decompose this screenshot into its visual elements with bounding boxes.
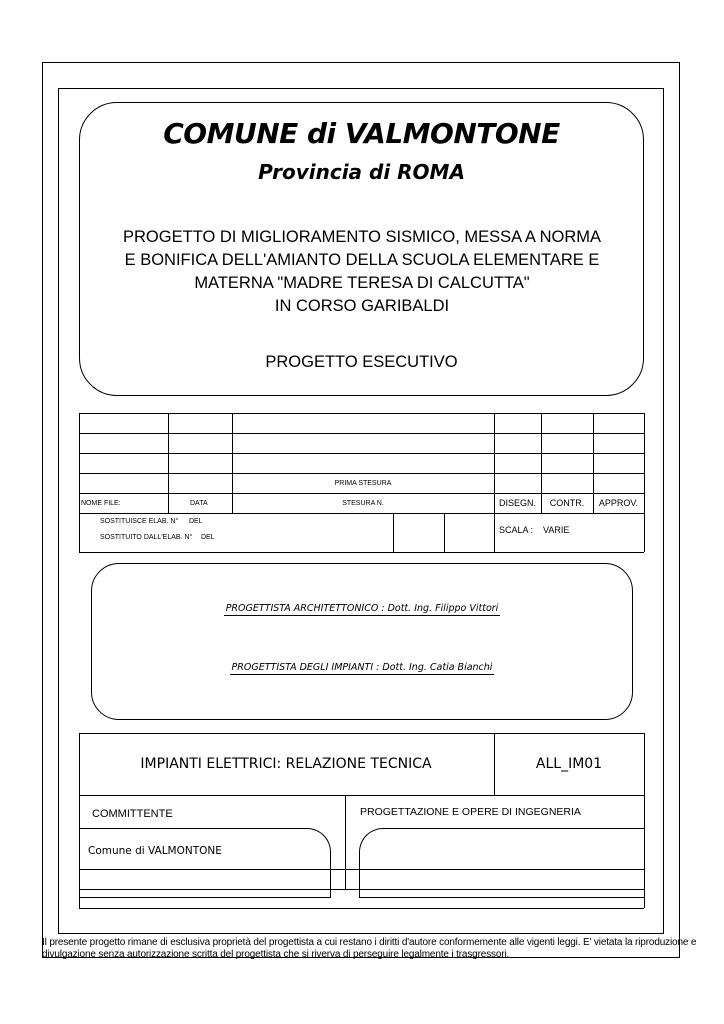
table-rule [79,453,644,454]
section-rule [79,733,644,734]
engineering-box [359,828,644,898]
data-label: DATA [190,500,208,507]
table-rule [79,552,644,553]
table-rule [393,513,394,552]
client-box [79,828,331,898]
section-rule [644,733,645,908]
designers-box [91,563,633,720]
project-phase: PROGETTO ESECUTIVO [265,353,458,371]
document-title: IMPIANTI ELETTRICI: RELAZIONE TECNICA [140,756,432,772]
project-line: MATERNA "MADRE TERESA DI CALCUTTA" [194,274,530,292]
client-value: Comune di VALMONTONE [88,845,222,857]
nome-file-label: NOME FILE: [81,500,121,507]
table-rule [79,413,644,414]
section-rule [79,889,644,890]
sostituito-del-label: DEL [201,534,215,541]
approv-label: APPROV. [598,498,639,508]
table-rule [232,413,233,513]
copyright-line: divulgazione senza autorizzazione scritta del progettista che si riverva di perseguire legalmente i trasgressori. [42,949,510,960]
table-rule [79,513,644,514]
plants-credit-text: PROGETTISTA DEGLI IMPIANTI : Dott. Ing. Catia Bianchi [231,662,493,673]
page-title: COMUNE di VALMONTONE [163,117,560,150]
stesura-label: STESURA N. [342,500,384,507]
table-rule [79,433,644,434]
copyright-notice [42,937,697,961]
copyright-line: Il presente progetto rimane di esclusiva proprietà del progettista a cui restano i diritti d'autore conformemente alle vigenti leggi. E' vietata la riproduzione e [42,937,697,948]
sostituisce-del-label: DEL [189,518,203,525]
table-rule [168,413,169,513]
table-rule [79,413,80,552]
page-subtitle: Provincia di ROMA [258,160,465,184]
prima-stesura-label: PRIMA STESURA [334,480,392,487]
table-rule [79,473,644,474]
sostituito-label: SOSTITUITO DALL'ELAB. N° [100,534,193,541]
architect-credit-text: PROGETTISTA ARCHITETTONICO : Dott. Ing. Filippo Vittori [225,603,499,614]
sostituisce-label: SOSTITUISCE ELAB. N° [100,518,179,525]
project-line: IN CORSO GARIBALDI [274,297,450,315]
section-rule [79,869,644,870]
plants-credit [91,662,633,673]
project-line: PROGETTO DI MIGLIORAMENTO SISMICO, MESSA A NORMA [123,228,601,246]
project-line: E BONIFICA DELL'AMIANTO DELLA SCUOLA ELEMENTARE E [124,251,600,269]
document-code: ALL_IM01 [535,756,603,772]
client-label: COMMITTENTE [92,808,173,820]
project-description [88,226,636,318]
scala-value: VARIE [543,525,570,535]
table-rule [444,513,445,552]
table-rule [79,493,644,494]
section-rule [79,908,644,909]
disegn-label: DISEGN. [498,498,536,508]
section-rule [79,795,644,796]
engineering-label: PROGETTAZIONE E OPERE DI INGEGNERIA [360,806,581,818]
table-rule [494,413,495,552]
section-rule [345,795,346,889]
scala-label: SCALA : [499,525,534,535]
contr-label: CONTR. [549,498,585,508]
architect-credit [91,603,633,614]
table-rule [644,413,645,552]
